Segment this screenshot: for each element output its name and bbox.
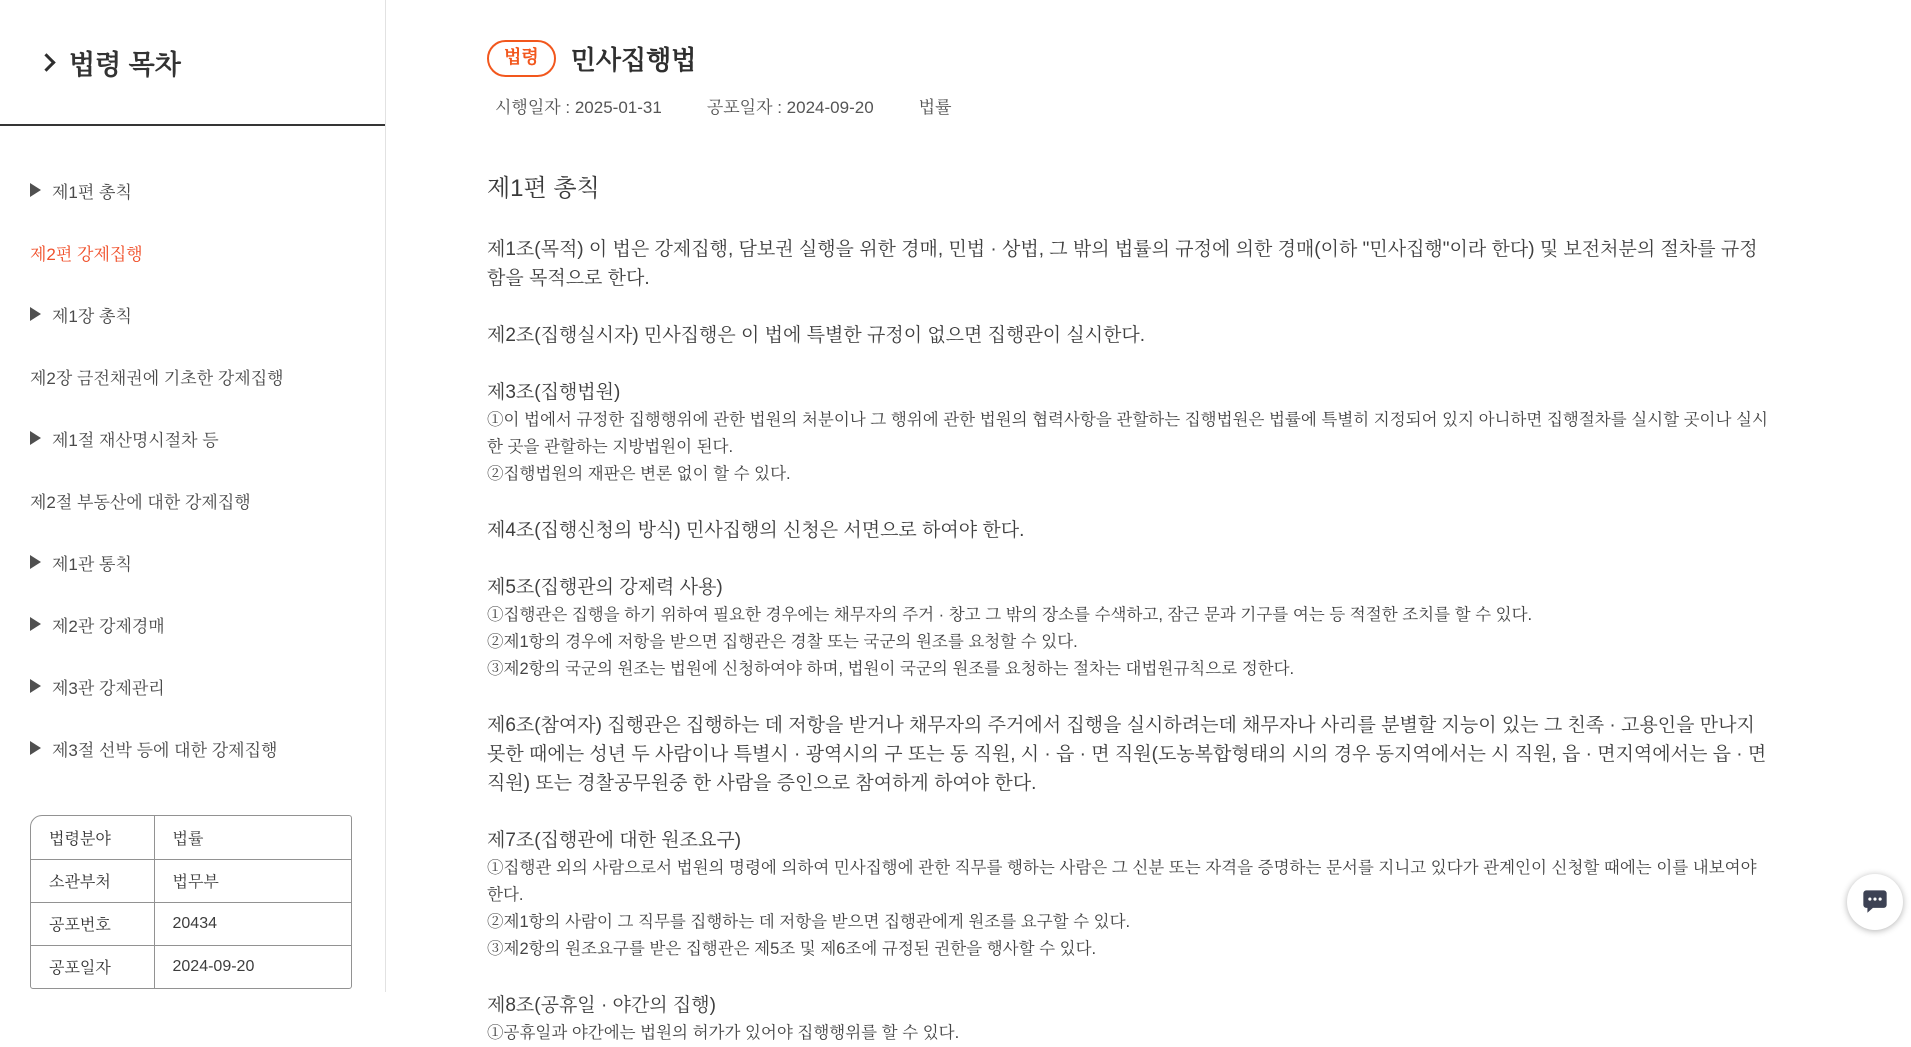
toc-item-label: 제1편 총칙 [52, 182, 132, 202]
law-info-table [30, 815, 352, 989]
toc-item[interactable] [30, 593, 377, 655]
info-table-row [31, 816, 351, 859]
toc-item-label: 제1장 총칙 [52, 306, 132, 326]
toc-item-label: 제3관 강제관리 [52, 678, 165, 698]
article [487, 573, 1772, 683]
info-table-value: 2024-09-20 [154, 945, 351, 988]
triangle-right-icon [30, 741, 41, 755]
section-title: 제1편 총칙 [487, 175, 600, 202]
info-table-key: 법령분야 [31, 816, 154, 859]
toc-item[interactable] [30, 469, 377, 531]
toc-item-label: 제2편 강제집행 [30, 244, 143, 264]
article-heading: 제4조(집행신청의 방식) 민사집행의 신청은 서면으로 하여야 한다. [487, 520, 1025, 541]
article-clause: ①집행관 외의 사람으로서 법원의 명령에 의하여 민사집행에 관한 직무를 행하는 사람은 그 신분 또는 자격을 증명하는 문서를 지니고 있다가 관계인이 신청할 때에는 이를 내보여야 한다. [487, 859, 1757, 904]
toc-item-label: 제1관 통칙 [52, 554, 132, 574]
triangle-right-icon [30, 679, 41, 693]
toc-item[interactable] [30, 283, 377, 345]
sidebar-header [0, 0, 385, 126]
triangle-right-icon [30, 307, 41, 321]
info-table-value: 20434 [154, 902, 351, 945]
toc-list [0, 126, 385, 779]
toc-item[interactable] [30, 159, 377, 221]
info-table-key: 공포일자 [31, 945, 154, 988]
toc-item-label: 제2장 금전채권에 기초한 강제집행 [30, 368, 284, 388]
article-heading: 제5조(집행관의 강제력 사용) [487, 577, 723, 598]
article-clause: ①공휴일과 야간에는 법원의 허가가 있어야 집행행위를 할 수 있다. [487, 1024, 960, 1042]
chevron-right-icon [37, 53, 55, 71]
info-table-row [31, 945, 351, 988]
doc-header [487, 40, 1772, 77]
article-heading: 제8조(공휴일 · 야간의 집행) [487, 995, 716, 1016]
article-heading: 제3조(집행법원) [487, 382, 621, 403]
toc-item[interactable] [30, 221, 377, 283]
article [487, 321, 1772, 350]
sidebar [0, 0, 386, 992]
info-table-key: 소관부처 [31, 859, 154, 902]
article-clause: ③제2항의 국군의 원조는 법원에 신청하여야 하며, 법원이 국군의 원조를 요청하는 절차는 대법원규칙으로 정한다. [487, 660, 1295, 678]
info-table-key: 공포번호 [31, 902, 154, 945]
article [487, 711, 1772, 798]
content-pane [386, 0, 1911, 1042]
article-heading: 제6조(참여자) 집행관은 집행하는 데 저항을 받거나 채무자의 주거에서 집행을 실시하려는데 채무자나 사리를 분별할 지능이 있는 그 친족 · 고용인을 만나지 못한 때에는 성년 두 사람이나 특별시 · 광역시의 구 또는 동 직원, 시 · 읍 · 면 직원(도농복합형태의 시의 경우 동지역에서는 시 직원, 읍 · 면지역에서는 읍 · 면 직원) 또는 경찰공무원중 한 사람을 증인으로 참여하게 하여야 한다. [487, 715, 1767, 794]
article-heading: 제1조(목적) 이 법은 강제집행, 담보권 실행을 위한 경매, 민법 · 상법, 그 밖의 법률의 규정에 의한 경매(이하 "민사집행"이라 한다) 및 보전처분의 절차를 규정함을 목적으로 한다. [487, 239, 1758, 289]
sidebar-title: 법령 목차 [69, 49, 181, 80]
toc-item-label: 제3절 선박 등에 대한 강제집행 [52, 740, 278, 760]
triangle-right-icon [30, 183, 41, 197]
info-table-row [31, 902, 351, 945]
chat-button[interactable] [1847, 874, 1903, 930]
toc-item-label: 제2절 부동산에 대한 강제집행 [30, 492, 251, 512]
meta-item: 시행일자 : 2025-01-31 [495, 98, 662, 117]
article-heading: 제2조(집행실시자) 민사집행은 이 법에 특별한 규정이 없으면 집행관이 실시한다. [487, 325, 1146, 346]
toc-item[interactable] [30, 407, 377, 469]
law-title: 민사집행법 [570, 45, 697, 75]
article-clause: ②제1항의 사람이 그 직무를 집행하는 데 저항을 받으면 집행관에게 원조를 요구할 수 있다. [487, 913, 1131, 931]
chat-bubble-icon [1861, 888, 1889, 916]
article [487, 378, 1772, 488]
article [487, 235, 1772, 293]
article-clause: ①이 법에서 규정한 집행행위에 관한 법원의 처분이나 그 행위에 관한 법원의 협력사항을 관할하는 집행법원은 법률에 특별히 지정되어 있지 아니하면 집행절차를 실시할 곳이나 실시한 곳을 관할하는 지방법원이 된다. [487, 411, 1768, 456]
info-table-value: 법률 [172, 830, 204, 848]
article-clause: ③제2항의 원조요구를 받은 집행관은 제5조 및 제6조에 규정된 권한을 행사할 수 있다. [487, 940, 1097, 958]
triangle-right-icon [30, 555, 41, 569]
triangle-right-icon [30, 431, 41, 445]
article [487, 991, 1772, 1047]
article-clause: ①집행관은 집행을 하기 위하여 필요한 경우에는 채무자의 주거 · 창고 그 밖의 장소를 수색하고, 잠근 문과 기구를 여는 등 적절한 조치를 할 수 있다. [487, 606, 1533, 624]
meta-item: 공포일자 : 2024-09-20 [706, 98, 874, 117]
toc-item[interactable] [30, 717, 377, 779]
toc-item[interactable] [30, 655, 377, 717]
meta-item: 법률 [918, 98, 952, 117]
triangle-right-icon [30, 617, 41, 631]
law-meta [487, 93, 1772, 118]
articles [487, 235, 1772, 1047]
info-table-row [31, 859, 351, 902]
info-table-value: 법무부 [154, 859, 351, 902]
article-clause: ②제1항의 경우에 저항을 받으면 집행관은 경찰 또는 국군의 원조를 요청할 수 있다. [487, 633, 1078, 651]
article-clause: ②집행법원의 재판은 변론 없이 할 수 있다. [487, 465, 791, 483]
article [487, 516, 1772, 545]
article-heading: 제7조(집행관에 대한 원조요구) [487, 830, 742, 851]
toc-item[interactable] [30, 531, 377, 593]
article [487, 826, 1772, 963]
toc-item-label: 제1절 재산명시절차 등 [52, 430, 219, 450]
law-type-badge: 법령 [487, 40, 556, 77]
toc-item[interactable] [30, 345, 377, 407]
toc-item-label: 제2관 강제경매 [52, 616, 165, 636]
